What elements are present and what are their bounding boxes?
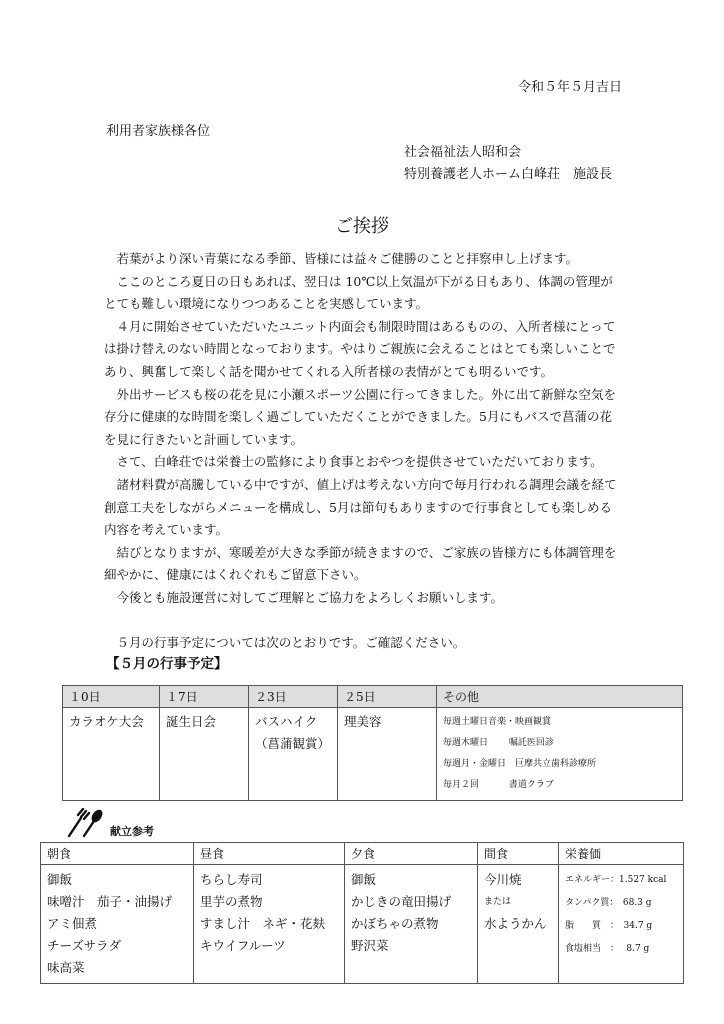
menu-item: 味噌汁 茄子・油揚げ [47,894,173,909]
menu-row [41,865,684,984]
menu-cell-lunch [194,865,345,984]
nutrition-item: エネルギー：1.527 kcal [565,875,667,885]
menu-header: 夕食 [345,843,478,865]
events-cell [160,708,249,801]
paragraph: ５月の行事予定については次のとおりです。ご確認ください。 [116,635,466,651]
recipient: 利用者家族様各位 [106,124,211,139]
menu-header-row [41,843,684,865]
event-item: 毎週土曜日音楽・映画観賞 [443,717,552,727]
menu-header: 朝食 [41,843,194,865]
menu-table [40,842,684,984]
event-item: 毎週木曜日 嘱託医回診 [443,738,554,748]
events-cell-other [437,708,683,801]
events-header: ２3日 [249,686,338,708]
events-cell [63,708,160,801]
paragraph-spacer [104,610,624,633]
event-item: 誕生日会 [166,714,217,729]
event-item: バスハイク [255,714,318,729]
menu-header: 栄養価 [559,843,684,865]
menu-item: 今川焼 [484,872,522,887]
nutrition-item: タンパク質： 68.3 g [565,898,652,908]
menu-item: 水ようかん [484,916,547,931]
menu-cell-snack [478,865,559,984]
events-header: １0日 [63,686,160,708]
event-item: 毎月２回 書道クラブ [443,780,554,790]
event-item: （菖蒲観賞） [255,736,331,751]
nutrition-item: 脂 質 ： 34.7 g [565,921,653,931]
paragraph: 若葉がより深い青葉になる季節、皆様には益々ご健勝のことと拝察申し上げます。 [116,251,579,266]
menu-item: 味高菜 [47,960,85,975]
paragraph: 外出サービスも桜の花を見に小瀬スポーツ公園に行ってきました。外に出て新鮮な空気を存分に健康的な時間を楽しく過ごしていただくことができました。5月にもバスで菖蒲の花を見に行きたいと計画しています。 [104,386,617,447]
organization: 社会福祉法人昭和会 [404,145,522,160]
sender: 特別養護老人ホーム白峰荘 施設長 [404,167,613,182]
page-title: ご挨拶 [335,216,389,237]
paragraph: 今後とも施設運営に対してご理解とご協力をよろしくお願いします。 [116,589,504,605]
menu-item: 野沢菜 [351,938,389,953]
menu-item: すまし汁 ネギ・花麸 [200,916,326,931]
events-header-row [63,686,683,708]
menu-item: 御飯 [351,872,377,887]
paragraph: ４月に開始させていただいたユニット内面会も制限時間はあるものの、入所者様にとっては掛け替えのない時間となっております。やはりご親族に会えることはとても楽しいことであり、興奮して楽しく話を聞かせてくれる入所者様の表情がとても明るいです。 [104,318,616,379]
events-row [63,708,683,801]
events-title: 【５月の行事予定】 [106,656,228,672]
paragraph: 結びとなりますが、寒暖差が大きな季節が続きますので、ご家族の皆様方にも体調管理を細やかに、健康にはくれぐれもご留意下さい。 [104,544,617,583]
menu-cell-dinner [345,865,478,984]
menu-item: または [484,897,512,907]
menu-header: 昼食 [194,843,345,865]
menu-item: かじきの竜田揚げ [351,894,452,909]
menu-header: 間食 [478,843,559,865]
menu-label: 献立参考 [110,825,154,838]
letter-body [104,248,624,655]
paragraph: 諸材料費が高騰している中ですが、値上げは考えない方向で毎月行われる調理会議を経て創意工夫をしながらメニューを構成し、5月は節句もありますので行事食としても楽しめる内容を考えています。 [104,476,617,538]
menu-item: 里芋の煮物 [200,894,263,909]
menu-item: アミ佃煮 [47,916,98,931]
event-item: 理美容 [344,714,382,729]
events-cell [249,708,338,801]
menu-item: 御飯 [47,872,73,887]
fork-spoon-icon [64,808,106,838]
menu-item: かぼちゃの煮物 [351,916,439,931]
menu-item: キウイフルーツ [200,938,286,953]
paragraph: ここのところ夏日の日もあれば、翌日は 10℃以上気温が下がる日もあり、体調の管理がとても難しい環境になりつつあることを実感しています。 [104,273,613,312]
menu-item: ちらし寿司 [200,872,263,887]
menu-cell-breakfast [41,865,194,984]
events-table [62,685,683,801]
paragraph: さて、白峰荘では栄養士の監修により食事とおやつを提供させていただいております。 [116,454,603,470]
letter-date: 令和５年５月吉日 [517,80,622,95]
menu-item: チーズサラダ [47,938,122,953]
event-item: カラオケ大会 [69,714,144,729]
event-item: 毎週月・金曜日 巨摩共立歯科診療所 [443,759,597,769]
events-header: ２5日 [338,686,437,708]
events-header: １7日 [160,686,249,708]
nutrition-item: 食塩相当 ： 8.7 g [565,944,650,954]
events-header: その他 [437,686,683,708]
menu-cell-nutrition [559,865,684,984]
events-cell [338,708,437,801]
